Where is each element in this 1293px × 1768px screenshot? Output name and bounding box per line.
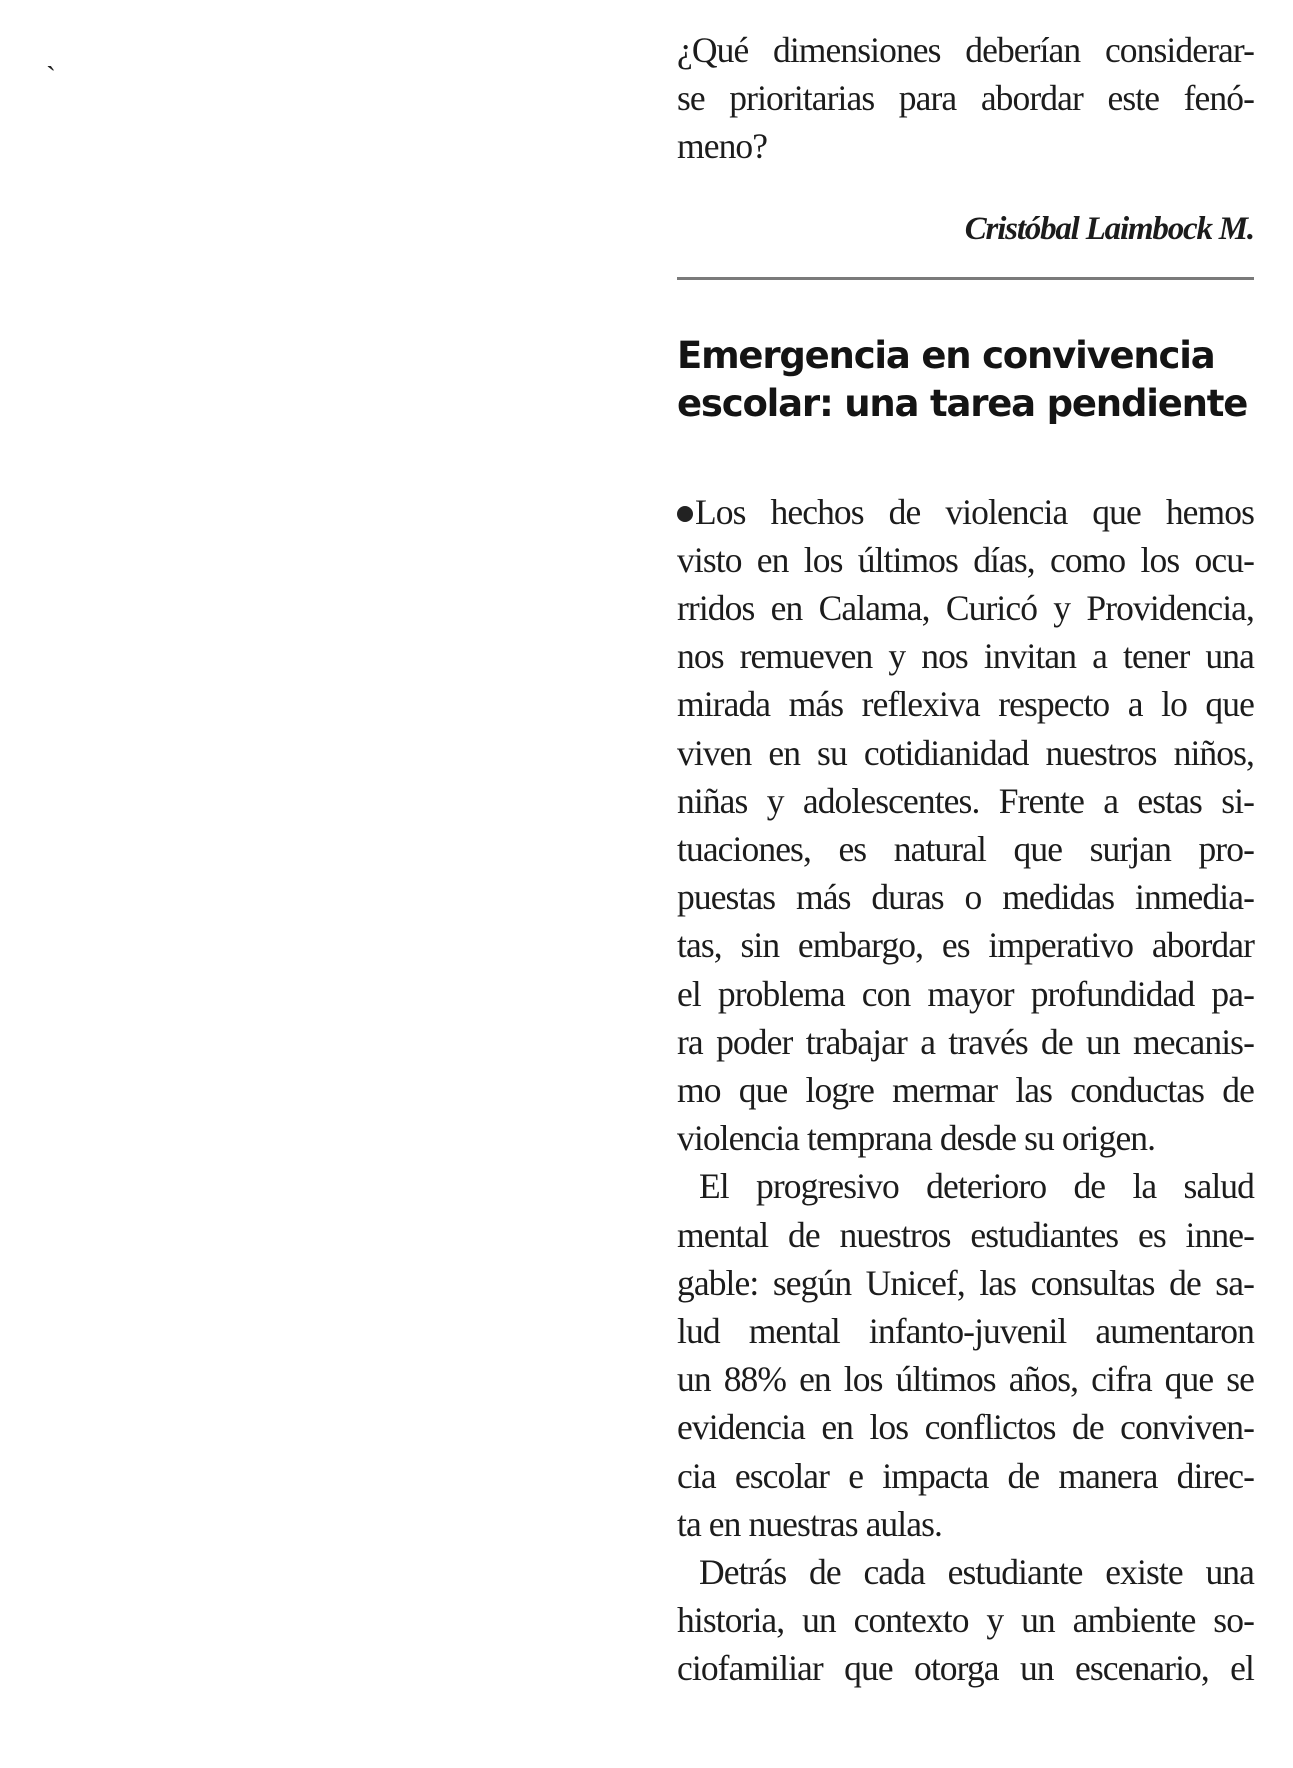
previous-letter-ending (677, 26, 1254, 171)
body-line: evidencia en los conflictos de conviven- (677, 1407, 1254, 1448)
body-line: lud mental infanto-juvenil aumentaron (677, 1311, 1254, 1352)
section-divider (677, 277, 1254, 280)
bullet-dot-icon (677, 506, 693, 522)
body-line: tuaciones, es natural que surjan pro- (677, 829, 1254, 870)
paragraph-3 (677, 1548, 1254, 1693)
article-headline (677, 332, 1254, 428)
body-line: mental de nuestros estudiantes es inne- (677, 1214, 1254, 1255)
body-line: un 88% en los últimos años, cifra que se (677, 1359, 1254, 1400)
body-line: ciofamiliar que otorga un escenario, el (677, 1648, 1254, 1689)
body-line: viven en su cotidianidad nuestros niños, (677, 732, 1254, 773)
body-line: nos remueven y nos invitan a tener una (677, 636, 1254, 677)
article-body (677, 488, 1254, 1693)
question-line: meno? (677, 126, 768, 167)
paragraph-1 (677, 488, 1254, 1163)
body-line: niñas y adolescentes. Frente a estas si- (677, 780, 1254, 821)
body-line: mirada más reflexiva respecto a lo que (677, 684, 1254, 725)
letters-column (677, 26, 1254, 1693)
body-line: ra poder trabajar a través de un mecanis- (677, 1021, 1254, 1062)
body-line: gable: según Unicef, las consultas de sa- (677, 1262, 1254, 1303)
body-line: cia escolar e impacta de manera direc- (677, 1455, 1254, 1496)
body-line: historia, un contexto y un ambiente so- (677, 1600, 1254, 1641)
headline-line: escolar: una tarea pendiente (677, 381, 1248, 425)
headline-line: Emergencia en convivencia (677, 333, 1215, 377)
paragraph-2 (677, 1162, 1254, 1548)
body-line: rridos en Calama, Curicó y Providencia, (677, 588, 1254, 629)
body-line: visto en los últimos días, como los ocu- (677, 539, 1254, 580)
question-line: ¿Qué dimensiones deberían considerar- (677, 30, 1254, 70)
body-line: puestas más duras o medidas inmedia- (677, 877, 1254, 918)
stray-print-mark: ˏ (46, 38, 56, 71)
body-line: tas, sin embargo, es imperativo abordar (677, 925, 1254, 966)
body-line-text: Los hechos de violencia que hemos (695, 491, 1254, 532)
body-line: el problema con mayor profundidad pa- (677, 973, 1254, 1014)
body-line: mo que logre mermar las conductas de (677, 1070, 1254, 1111)
body-line: Detrás de cada estudiante existe una (699, 1552, 1254, 1593)
letter-signature: Cristóbal Laimbock M. (964, 210, 1254, 247)
body-line: ta en nuestras aulas. (677, 1503, 942, 1544)
body-line-first (677, 488, 1254, 536)
body-line: El progresivo deterioro de la salud (699, 1166, 1254, 1207)
question-line: se prioritarias para abordar este fenó- (677, 78, 1254, 119)
body-line: violencia temprana desde su origen. (677, 1118, 1156, 1159)
